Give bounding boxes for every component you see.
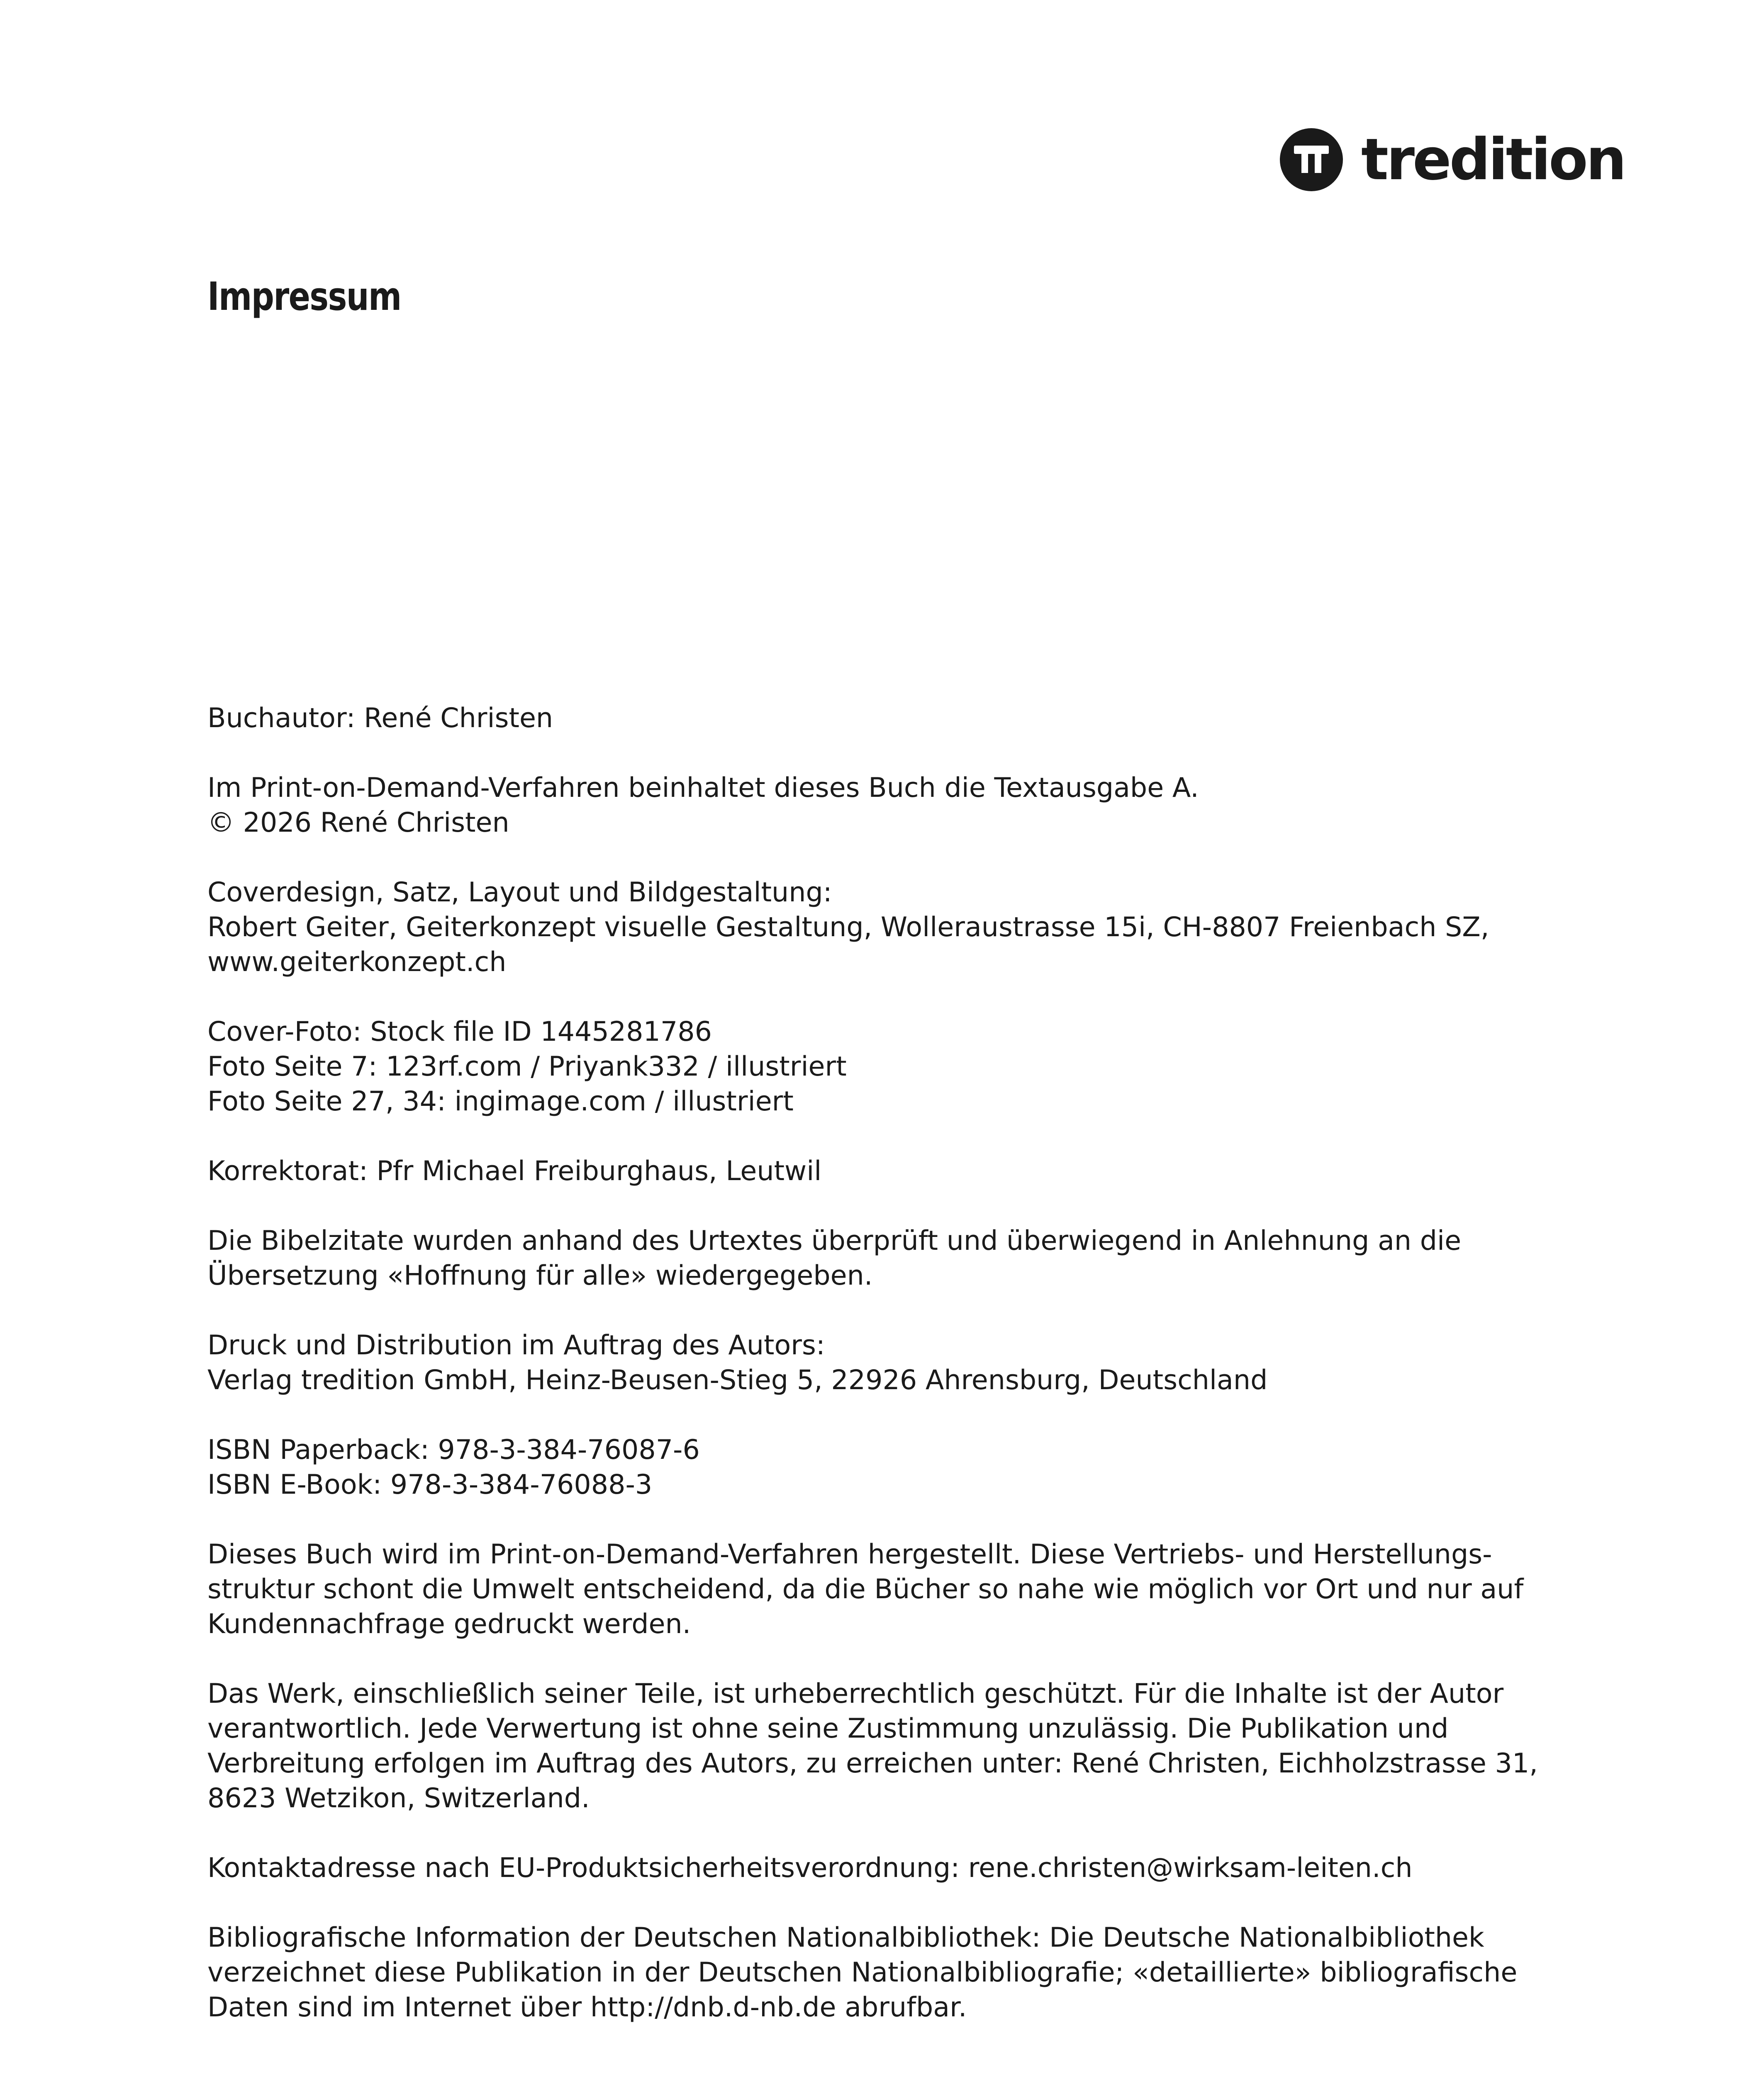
imprint-line: Im Print-on-Demand-Verfahren beinhaltet dieses Buch die Textausgabe A. — [207, 772, 1199, 803]
imprint-line: Coverdesign, Satz, Layout und Bildgestaltung: — [207, 877, 832, 908]
imprint-paragraph — [207, 771, 1576, 840]
imprint-paragraph — [207, 701, 1576, 736]
page-title: Impressum — [207, 274, 401, 319]
imprint-line: Kundennachfrage gedruckt werden. — [207, 1609, 691, 1640]
imprint-paragraph — [207, 1328, 1576, 1398]
imprint-paragraph — [207, 1224, 1576, 1293]
imprint-line: Übersetzung «Hoffnung für alle» wiedergegeben. — [207, 1260, 873, 1291]
imprint-line: ISBN E-Book: 978-3-384-76088-3 — [207, 1469, 653, 1500]
imprint-line: Verbreitung erfolgen im Auftrag des Autors, zu erreichen unter: René Christen, Eichholzstrasse 31, — [207, 1748, 1538, 1779]
imprint-line: Bibliografische Information der Deutschen Nationalbibliothek: Die Deutsche Nationalbibliothek — [207, 1922, 1484, 1953]
imprint-line: Kontaktadresse nach EU-Produktsicherheitsverordnung: rene.christen@wirksam-leiten.ch — [207, 1852, 1413, 1884]
imprint-line: 8623 Wetzikon, Switzerland. — [207, 1783, 590, 1814]
imprint-paragraph — [207, 1851, 1576, 1886]
imprint-line: Das Werk, einschließlich seiner Teile, ist urheberrechtlich geschützt. Für die Inhalte ist der Autor — [207, 1678, 1504, 1709]
tredition-logo-icon — [1280, 128, 1343, 191]
imprint-paragraph — [207, 1921, 1576, 2025]
imprint-paragraph — [207, 875, 1576, 980]
imprint-paragraph — [207, 1677, 1576, 1816]
imprint-line: Robert Geiter, Geiterkonzept visuelle Gestaltung, Wolleraustrasse 15i, CH-8807 Freienbach SZ, — [207, 912, 1489, 943]
imprint-line: struktur schont die Umwelt entscheidend, da die Bücher so nahe wie möglich vor Ort und nur auf — [207, 1574, 1524, 1605]
imprint-line: www.geiterkonzept.ch — [207, 947, 507, 978]
imprint-paragraph — [207, 1015, 1576, 1119]
imprint-line: © 2026 René Christen — [207, 807, 509, 838]
logo-wordmark: tredition — [1361, 126, 1625, 193]
imprint-line: Foto Seite 27, 34: ingimage.com / illustriert — [207, 1086, 794, 1117]
imprint-line: verantwortlich. Jede Verwertung ist ohne seine Zustimmung unzulässig. Die Publikation und — [207, 1713, 1449, 1744]
imprint-line: Die Bibelzitate wurden anhand des Urtextes überprüft und überwiegend in Anlehnung an die — [207, 1225, 1462, 1256]
imprint-body — [207, 701, 1576, 2060]
publisher-logo — [1280, 127, 1625, 193]
imprint-line: ISBN Paperback: 978-3-384-76087-6 — [207, 1434, 700, 1465]
imprint-line: Cover-Foto: Stock file ID 1445281786 — [207, 1016, 712, 1047]
imprint-line: verzeichnet diese Publikation in der Deutschen Nationalbibliografie; «detaillierte» bibliografische — [207, 1957, 1518, 1988]
imprint-line: Korrektorat: Pfr Michael Freiburghaus, Leutwil — [207, 1156, 822, 1187]
imprint-line: Dieses Buch wird im Print-on-Demand-Verfahren hergestellt. Diese Vertriebs- und Herstellungs- — [207, 1539, 1492, 1570]
imprint-paragraph — [207, 1433, 1576, 1502]
imprint-line: Druck und Distribution im Auftrag des Autors: — [207, 1330, 825, 1361]
imprint-line: Verlag tredition GmbH, Heinz-Beusen-Stieg 5, 22926 Ahrensburg, Deutschland — [207, 1365, 1268, 1396]
imprint-paragraph — [207, 1537, 1576, 1642]
imprint-line: Foto Seite 7: 123rf.com / Priyank332 / illustriert — [207, 1051, 847, 1082]
imprint-line: Buchautor: René Christen — [207, 703, 553, 734]
imprint-line: Daten sind im Internet über http://dnb.d-nb.de abrufbar. — [207, 1992, 967, 2023]
imprint-paragraph — [207, 1154, 1576, 1189]
